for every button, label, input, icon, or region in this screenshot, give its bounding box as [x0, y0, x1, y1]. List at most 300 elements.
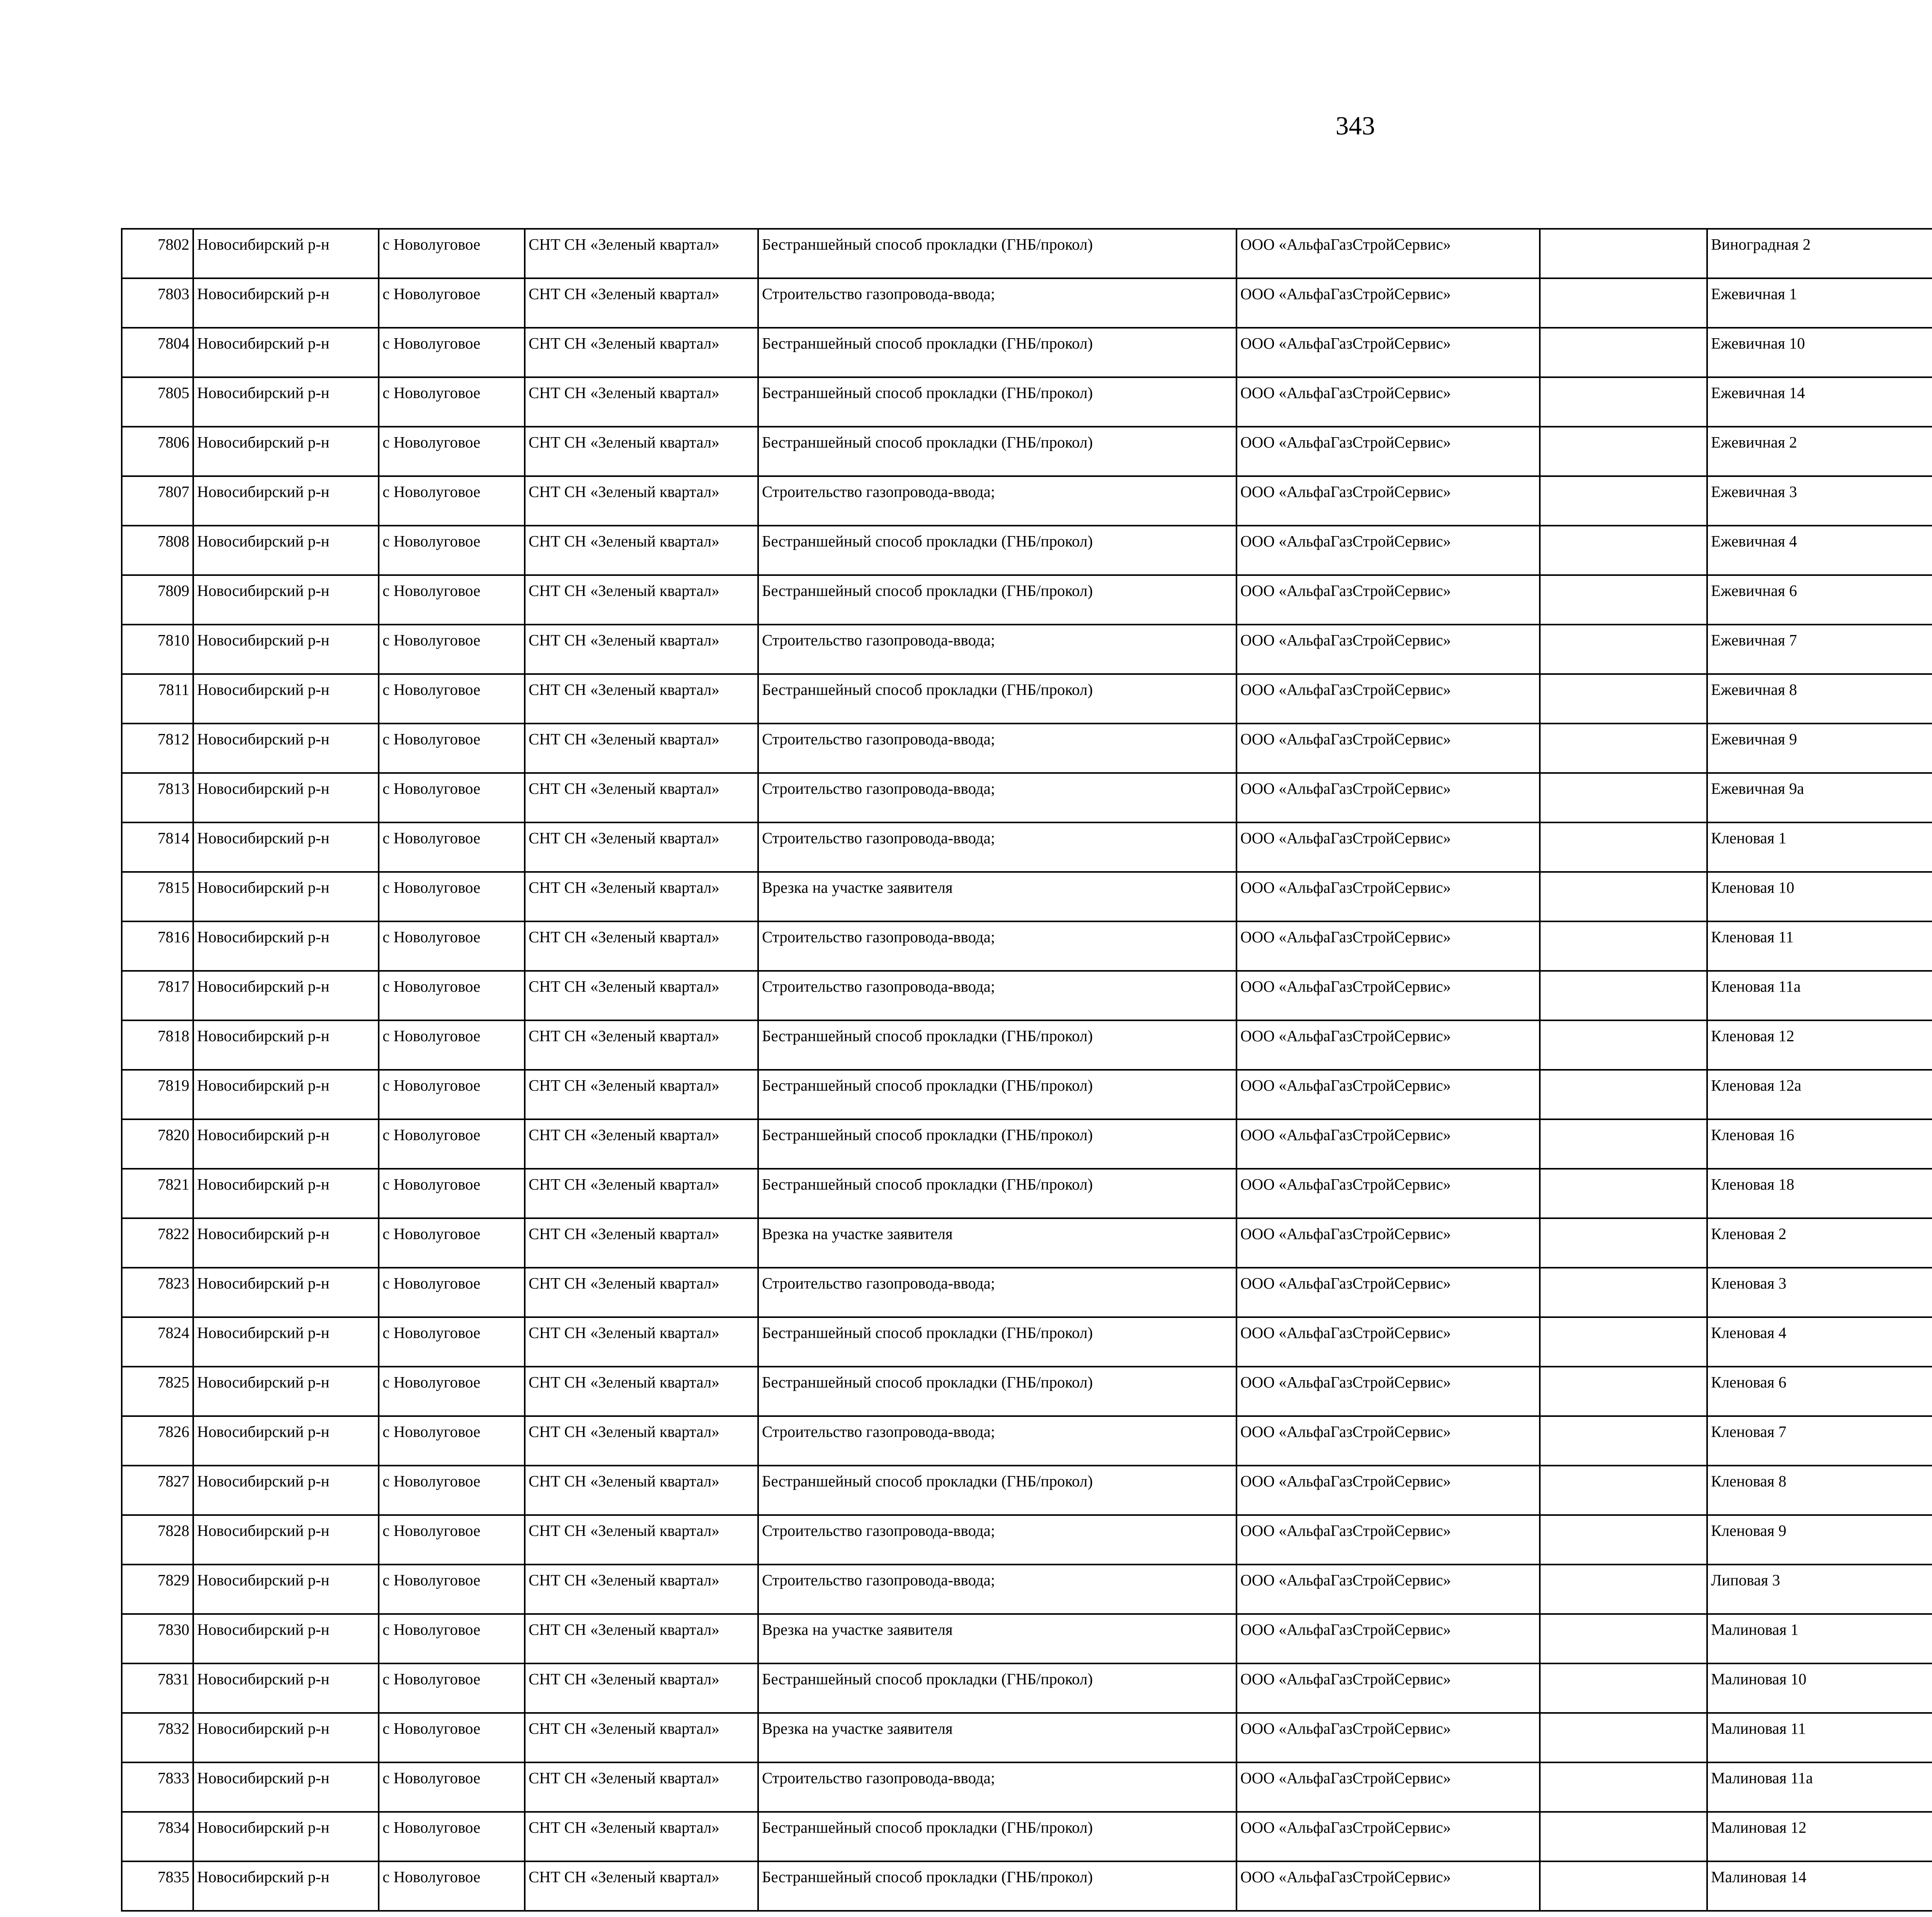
method-cell: Бестраншейный способ прокладки (ГНБ/прокол): [758, 427, 1236, 476]
district-cell: Новосибирский р-н: [193, 526, 379, 575]
address-cell: Липовая 3: [1707, 1565, 1932, 1614]
locality-cell: с Новолуговое: [379, 575, 525, 625]
contractor-cell: ООО «АльфаГазСтройСервис»: [1236, 328, 1540, 377]
method-cell: Строительство газопровода-ввода;: [758, 1515, 1236, 1565]
empty-cell: [1540, 872, 1707, 921]
district-cell: Новосибирский р-н: [193, 773, 379, 822]
empty-cell: [1540, 427, 1707, 476]
district-cell: Новосибирский р-н: [193, 872, 379, 921]
empty-cell: [1540, 971, 1707, 1020]
address-cell: Кленовая 12: [1707, 1020, 1932, 1070]
row-number: 7823: [122, 1268, 193, 1317]
locality-cell: с Новолуговое: [379, 1861, 525, 1911]
contractor-cell: ООО «АльфаГазСтройСервис»: [1236, 1663, 1540, 1713]
method-cell: Бестраншейный способ прокладки (ГНБ/прокол): [758, 1663, 1236, 1713]
table-row: [122, 971, 1932, 1020]
snt-cell: СНТ СН «Зеленый квартал»: [525, 575, 758, 625]
table-row: [122, 476, 1932, 526]
method-cell: Строительство газопровода-ввода;: [758, 1416, 1236, 1466]
locality-cell: с Новолуговое: [379, 1169, 525, 1218]
address-cell: Кленовая 12а: [1707, 1070, 1932, 1119]
district-cell: Новосибирский р-н: [193, 1713, 379, 1762]
row-number: 7819: [122, 1070, 193, 1119]
method-cell: Бестраншейный способ прокладки (ГНБ/прокол): [758, 1020, 1236, 1070]
contractor-cell: ООО «АльфаГазСтройСервис»: [1236, 773, 1540, 822]
contractor-cell: ООО «АльфаГазСтройСервис»: [1236, 921, 1540, 971]
contractor-cell: ООО «АльфаГазСтройСервис»: [1236, 1762, 1540, 1812]
locality-cell: с Новолуговое: [379, 1070, 525, 1119]
district-cell: Новосибирский р-н: [193, 625, 379, 674]
empty-cell: [1540, 822, 1707, 872]
method-cell: Строительство газопровода-ввода;: [758, 724, 1236, 773]
district-cell: Новосибирский р-н: [193, 278, 379, 328]
table-row: [122, 1020, 1932, 1070]
row-number: 7816: [122, 921, 193, 971]
table-row: [122, 1614, 1932, 1663]
contractor-cell: ООО «АльфаГазСтройСервис»: [1236, 1861, 1540, 1911]
locality-cell: с Новолуговое: [379, 724, 525, 773]
contractor-cell: ООО «АльфаГазСтройСервис»: [1236, 575, 1540, 625]
locality-cell: с Новолуговое: [379, 1515, 525, 1565]
table-row: [122, 1169, 1932, 1218]
table-row: [122, 1218, 1932, 1268]
contractor-cell: ООО «АльфаГазСтройСервис»: [1236, 724, 1540, 773]
snt-cell: СНТ СН «Зеленый квартал»: [525, 1367, 758, 1416]
method-cell: Строительство газопровода-ввода;: [758, 773, 1236, 822]
snt-cell: СНТ СН «Зеленый квартал»: [525, 625, 758, 674]
empty-cell: [1540, 1218, 1707, 1268]
locality-cell: с Новолуговое: [379, 625, 525, 674]
snt-cell: СНТ СН «Зеленый квартал»: [525, 1812, 758, 1861]
row-number: 7810: [122, 625, 193, 674]
empty-cell: [1540, 1317, 1707, 1367]
empty-cell: [1540, 1020, 1707, 1070]
contractor-cell: ООО «АльфаГазСтройСервис»: [1236, 1268, 1540, 1317]
locality-cell: с Новолуговое: [379, 328, 525, 377]
contractor-cell: ООО «АльфаГазСтройСервис»: [1236, 872, 1540, 921]
address-cell: Ежевичная 7: [1707, 625, 1932, 674]
district-cell: Новосибирский р-н: [193, 1812, 379, 1861]
contractor-cell: ООО «АльфаГазСтройСервис»: [1236, 1367, 1540, 1416]
address-cell: Малиновая 14: [1707, 1861, 1932, 1911]
contractor-cell: ООО «АльфаГазСтройСервис»: [1236, 674, 1540, 724]
snt-cell: СНТ СН «Зеленый квартал»: [525, 1762, 758, 1812]
row-number: 7817: [122, 971, 193, 1020]
locality-cell: с Новолуговое: [379, 278, 525, 328]
address-cell: Ежевичная 10: [1707, 328, 1932, 377]
empty-cell: [1540, 1762, 1707, 1812]
address-cell: Кленовая 10: [1707, 872, 1932, 921]
method-cell: Строительство газопровода-ввода;: [758, 476, 1236, 526]
row-number: 7813: [122, 773, 193, 822]
method-cell: Строительство газопровода-ввода;: [758, 1565, 1236, 1614]
address-cell: Ежевичная 8: [1707, 674, 1932, 724]
table-row: [122, 921, 1932, 971]
district-cell: Новосибирский р-н: [193, 1762, 379, 1812]
contractor-cell: ООО «АльфаГазСтройСервис»: [1236, 971, 1540, 1020]
locality-cell: с Новолуговое: [379, 872, 525, 921]
contractor-cell: ООО «АльфаГазСтройСервис»: [1236, 1416, 1540, 1466]
empty-cell: [1540, 1614, 1707, 1663]
address-cell: Ежевичная 1: [1707, 278, 1932, 328]
register-table: [121, 228, 1932, 1912]
table-row: [122, 427, 1932, 476]
contractor-cell: ООО «АльфаГазСтройСервис»: [1236, 1713, 1540, 1762]
row-number: 7826: [122, 1416, 193, 1466]
method-cell: Бестраншейный способ прокладки (ГНБ/прокол): [758, 229, 1236, 278]
locality-cell: с Новолуговое: [379, 674, 525, 724]
table-row: [122, 674, 1932, 724]
empty-cell: [1540, 1861, 1707, 1911]
row-number: 7825: [122, 1367, 193, 1416]
contractor-cell: ООО «АльфаГазСтройСервис»: [1236, 1614, 1540, 1663]
empty-cell: [1540, 1515, 1707, 1565]
address-cell: Ежевичная 4: [1707, 526, 1932, 575]
row-number: 7812: [122, 724, 193, 773]
district-cell: Новосибирский р-н: [193, 1416, 379, 1466]
address-cell: Кленовая 4: [1707, 1317, 1932, 1367]
district-cell: Новосибирский р-н: [193, 1169, 379, 1218]
empty-cell: [1540, 724, 1707, 773]
table-row: [122, 724, 1932, 773]
empty-cell: [1540, 1169, 1707, 1218]
locality-cell: с Новолуговое: [379, 1762, 525, 1812]
district-cell: Новосибирский р-н: [193, 1466, 379, 1515]
address-cell: Виноградная 2: [1707, 229, 1932, 278]
empty-cell: [1540, 921, 1707, 971]
contractor-cell: ООО «АльфаГазСтройСервис»: [1236, 278, 1540, 328]
contractor-cell: ООО «АльфаГазСтройСервис»: [1236, 1515, 1540, 1565]
table-row: [122, 1367, 1932, 1416]
district-cell: Новосибирский р-н: [193, 1119, 379, 1169]
locality-cell: с Новолуговое: [379, 921, 525, 971]
table-row: [122, 1317, 1932, 1367]
contractor-cell: ООО «АльфаГазСтройСервис»: [1236, 526, 1540, 575]
snt-cell: СНТ СН «Зеленый квартал»: [525, 1565, 758, 1614]
empty-cell: [1540, 773, 1707, 822]
district-cell: Новосибирский р-н: [193, 229, 379, 278]
empty-cell: [1540, 625, 1707, 674]
row-number: 7815: [122, 872, 193, 921]
address-cell: Кленовая 1: [1707, 822, 1932, 872]
empty-cell: [1540, 1070, 1707, 1119]
row-number: 7828: [122, 1515, 193, 1565]
method-cell: Бестраншейный способ прокладки (ГНБ/прокол): [758, 1119, 1236, 1169]
district-cell: Новосибирский р-н: [193, 1663, 379, 1713]
method-cell: Бестраншейный способ прокладки (ГНБ/прокол): [758, 1317, 1236, 1367]
address-cell: Ежевичная 9: [1707, 724, 1932, 773]
locality-cell: с Новолуговое: [379, 971, 525, 1020]
row-number: 7834: [122, 1812, 193, 1861]
table-row: [122, 1416, 1932, 1466]
snt-cell: СНТ СН «Зеленый квартал»: [525, 229, 758, 278]
table-row: [122, 1268, 1932, 1317]
empty-cell: [1540, 1663, 1707, 1713]
row-number: 7808: [122, 526, 193, 575]
contractor-cell: ООО «АльфаГазСтройСервис»: [1236, 1317, 1540, 1367]
table-row: [122, 278, 1932, 328]
locality-cell: с Новолуговое: [379, 1218, 525, 1268]
table-body: [122, 229, 1932, 1911]
empty-cell: [1540, 377, 1707, 427]
district-cell: Новосибирский р-н: [193, 1070, 379, 1119]
address-cell: Кленовая 3: [1707, 1268, 1932, 1317]
empty-cell: [1540, 229, 1707, 278]
table-row: [122, 1713, 1932, 1762]
empty-cell: [1540, 1367, 1707, 1416]
snt-cell: СНТ СН «Зеленый квартал»: [525, 1416, 758, 1466]
empty-cell: [1540, 1268, 1707, 1317]
district-cell: Новосибирский р-н: [193, 1861, 379, 1911]
row-number: 7832: [122, 1713, 193, 1762]
method-cell: Строительство газопровода-ввода;: [758, 278, 1236, 328]
snt-cell: СНТ СН «Зеленый квартал»: [525, 1713, 758, 1762]
empty-cell: [1540, 575, 1707, 625]
contractor-cell: ООО «АльфаГазСтройСервис»: [1236, 377, 1540, 427]
row-number: 7833: [122, 1762, 193, 1812]
method-cell: Строительство газопровода-ввода;: [758, 921, 1236, 971]
method-cell: Бестраншейный способ прокладки (ГНБ/прокол): [758, 1861, 1236, 1911]
snt-cell: СНТ СН «Зеленый квартал»: [525, 674, 758, 724]
method-cell: Бестраншейный способ прокладки (ГНБ/прокол): [758, 526, 1236, 575]
address-cell: Кленовая 11: [1707, 921, 1932, 971]
address-cell: Малиновая 11: [1707, 1713, 1932, 1762]
locality-cell: с Новолуговое: [379, 822, 525, 872]
contractor-cell: ООО «АльфаГазСтройСервис»: [1236, 1565, 1540, 1614]
snt-cell: СНТ СН «Зеленый квартал»: [525, 971, 758, 1020]
contractor-cell: ООО «АльфаГазСтройСервис»: [1236, 822, 1540, 872]
empty-cell: [1540, 1119, 1707, 1169]
empty-cell: [1540, 1416, 1707, 1466]
district-cell: Новосибирский р-н: [193, 328, 379, 377]
table-row: [122, 1565, 1932, 1614]
empty-cell: [1540, 278, 1707, 328]
table-row: [122, 773, 1932, 822]
row-number: 7807: [122, 476, 193, 526]
snt-cell: СНТ СН «Зеленый квартал»: [525, 1317, 758, 1367]
contractor-cell: ООО «АльфаГазСтройСервис»: [1236, 1466, 1540, 1515]
method-cell: Бестраншейный способ прокладки (ГНБ/прокол): [758, 575, 1236, 625]
row-number: 7803: [122, 278, 193, 328]
district-cell: Новосибирский р-н: [193, 724, 379, 773]
method-cell: Строительство газопровода-ввода;: [758, 1268, 1236, 1317]
district-cell: Новосибирский р-н: [193, 921, 379, 971]
page-number: 343: [1335, 111, 1375, 140]
address-cell: Ежевичная 2: [1707, 427, 1932, 476]
method-cell: Строительство газопровода-ввода;: [758, 625, 1236, 674]
empty-cell: [1540, 476, 1707, 526]
method-cell: Строительство газопровода-ввода;: [758, 822, 1236, 872]
address-cell: Ежевичная 3: [1707, 476, 1932, 526]
address-cell: Кленовая 8: [1707, 1466, 1932, 1515]
locality-cell: с Новолуговое: [379, 1812, 525, 1861]
locality-cell: с Новолуговое: [379, 526, 525, 575]
empty-cell: [1540, 1565, 1707, 1614]
snt-cell: СНТ СН «Зеленый квартал»: [525, 1020, 758, 1070]
locality-cell: с Новолуговое: [379, 1416, 525, 1466]
snt-cell: СНТ СН «Зеленый квартал»: [525, 1070, 758, 1119]
empty-cell: [1540, 674, 1707, 724]
snt-cell: СНТ СН «Зеленый квартал»: [525, 872, 758, 921]
locality-cell: с Новолуговое: [379, 1663, 525, 1713]
snt-cell: СНТ СН «Зеленый квартал»: [525, 1861, 758, 1911]
district-cell: Новосибирский р-н: [193, 1020, 379, 1070]
contractor-cell: ООО «АльфаГазСтройСервис»: [1236, 1169, 1540, 1218]
district-cell: Новосибирский р-н: [193, 377, 379, 427]
snt-cell: СНТ СН «Зеленый квартал»: [525, 1515, 758, 1565]
locality-cell: с Новолуговое: [379, 773, 525, 822]
district-cell: Новосибирский р-н: [193, 1565, 379, 1614]
contractor-cell: ООО «АльфаГазСтройСервис»: [1236, 1020, 1540, 1070]
method-cell: Врезка на участке заявителя: [758, 872, 1236, 921]
method-cell: Бестраншейный способ прокладки (ГНБ/прокол): [758, 1367, 1236, 1416]
locality-cell: с Новолуговое: [379, 476, 525, 526]
empty-cell: [1540, 1812, 1707, 1861]
row-number: 7821: [122, 1169, 193, 1218]
table-row: [122, 377, 1932, 427]
locality-cell: с Новолуговое: [379, 427, 525, 476]
method-cell: Строительство газопровода-ввода;: [758, 1762, 1236, 1812]
district-cell: Новосибирский р-н: [193, 427, 379, 476]
snt-cell: СНТ СН «Зеленый квартал»: [525, 328, 758, 377]
snt-cell: СНТ СН «Зеленый квартал»: [525, 773, 758, 822]
locality-cell: с Новолуговое: [379, 1268, 525, 1317]
method-cell: Бестраншейный способ прокладки (ГНБ/прокол): [758, 1070, 1236, 1119]
district-cell: Новосибирский р-н: [193, 1317, 379, 1367]
method-cell: Бестраншейный способ прокладки (ГНБ/прокол): [758, 328, 1236, 377]
snt-cell: СНТ СН «Зеленый квартал»: [525, 822, 758, 872]
table-row: [122, 822, 1932, 872]
address-cell: Кленовая 16: [1707, 1119, 1932, 1169]
locality-cell: с Новолуговое: [379, 1466, 525, 1515]
snt-cell: СНТ СН «Зеленый квартал»: [525, 476, 758, 526]
empty-cell: [1540, 1713, 1707, 1762]
address-cell: Кленовая 18: [1707, 1169, 1932, 1218]
address-cell: Ежевичная 14: [1707, 377, 1932, 427]
snt-cell: СНТ СН «Зеленый квартал»: [525, 427, 758, 476]
row-number: 7831: [122, 1663, 193, 1713]
method-cell: Бестраншейный способ прокладки (ГНБ/прокол): [758, 1169, 1236, 1218]
contractor-cell: ООО «АльфаГазСтройСервис»: [1236, 229, 1540, 278]
locality-cell: с Новолуговое: [379, 377, 525, 427]
address-cell: Кленовая 7: [1707, 1416, 1932, 1466]
district-cell: Новосибирский р-н: [193, 971, 379, 1020]
snt-cell: СНТ СН «Зеленый квартал»: [525, 526, 758, 575]
address-cell: Ежевичная 9а: [1707, 773, 1932, 822]
district-cell: Новосибирский р-н: [193, 476, 379, 526]
method-cell: Врезка на участке заявителя: [758, 1713, 1236, 1762]
address-cell: Кленовая 2: [1707, 1218, 1932, 1268]
row-number: 7806: [122, 427, 193, 476]
row-number: 7830: [122, 1614, 193, 1663]
table-row: [122, 1119, 1932, 1169]
address-cell: Малиновая 1: [1707, 1614, 1932, 1663]
locality-cell: с Новолуговое: [379, 1614, 525, 1663]
table-row: [122, 1762, 1932, 1812]
row-number: 7814: [122, 822, 193, 872]
locality-cell: с Новолуговое: [379, 1367, 525, 1416]
row-number: 7802: [122, 229, 193, 278]
locality-cell: с Новолуговое: [379, 229, 525, 278]
method-cell: Бестраншейный способ прокладки (ГНБ/прокол): [758, 377, 1236, 427]
snt-cell: СНТ СН «Зеленый квартал»: [525, 1218, 758, 1268]
snt-cell: СНТ СН «Зеленый квартал»: [525, 377, 758, 427]
address-cell: Кленовая 11а: [1707, 971, 1932, 1020]
address-cell: Малиновая 10: [1707, 1663, 1932, 1713]
address-cell: Малиновая 11а: [1707, 1762, 1932, 1812]
locality-cell: с Новолуговое: [379, 1565, 525, 1614]
contractor-cell: ООО «АльфаГазСтройСервис»: [1236, 1119, 1540, 1169]
table-row: [122, 229, 1932, 278]
snt-cell: СНТ СН «Зеленый квартал»: [525, 1268, 758, 1317]
row-number: 7811: [122, 674, 193, 724]
method-cell: Врезка на участке заявителя: [758, 1218, 1236, 1268]
method-cell: Бестраншейный способ прокладки (ГНБ/прокол): [758, 674, 1236, 724]
table-row: [122, 1466, 1932, 1515]
contractor-cell: ООО «АльфаГазСтройСервис»: [1236, 1070, 1540, 1119]
table-row: [122, 575, 1932, 625]
address-cell: Кленовая 6: [1707, 1367, 1932, 1416]
snt-cell: СНТ СН «Зеленый квартал»: [525, 1663, 758, 1713]
snt-cell: СНТ СН «Зеленый квартал»: [525, 278, 758, 328]
table-row: [122, 1515, 1932, 1565]
row-number: 7829: [122, 1565, 193, 1614]
district-cell: Новосибирский р-н: [193, 575, 379, 625]
snt-cell: СНТ СН «Зеленый квартал»: [525, 1119, 758, 1169]
row-number: 7827: [122, 1466, 193, 1515]
method-cell: Строительство газопровода-ввода;: [758, 971, 1236, 1020]
table-row: [122, 1663, 1932, 1713]
contractor-cell: ООО «АльфаГазСтройСервис»: [1236, 625, 1540, 674]
empty-cell: [1540, 1466, 1707, 1515]
method-cell: Врезка на участке заявителя: [758, 1614, 1236, 1663]
row-number: 7822: [122, 1218, 193, 1268]
district-cell: Новосибирский р-н: [193, 1367, 379, 1416]
snt-cell: СНТ СН «Зеленый квартал»: [525, 1169, 758, 1218]
table-row: [122, 526, 1932, 575]
row-number: 7805: [122, 377, 193, 427]
snt-cell: СНТ СН «Зеленый квартал»: [525, 724, 758, 773]
snt-cell: СНТ СН «Зеленый квартал»: [525, 921, 758, 971]
method-cell: Бестраншейный способ прокладки (ГНБ/прокол): [758, 1812, 1236, 1861]
table-row: [122, 328, 1932, 377]
table-row: [122, 1070, 1932, 1119]
snt-cell: СНТ СН «Зеленый квартал»: [525, 1614, 758, 1663]
snt-cell: СНТ СН «Зеленый квартал»: [525, 1466, 758, 1515]
table-row: [122, 1861, 1932, 1911]
district-cell: Новосибирский р-н: [193, 1515, 379, 1565]
district-cell: Новосибирский р-н: [193, 674, 379, 724]
district-cell: Новосибирский р-н: [193, 822, 379, 872]
table-row: [122, 625, 1932, 674]
address-cell: Кленовая 9: [1707, 1515, 1932, 1565]
contractor-cell: ООО «АльфаГазСтройСервис»: [1236, 427, 1540, 476]
table-row: [122, 872, 1932, 921]
district-cell: Новосибирский р-н: [193, 1268, 379, 1317]
locality-cell: с Новолуговое: [379, 1713, 525, 1762]
locality-cell: с Новолуговое: [379, 1119, 525, 1169]
table-row: [122, 1812, 1932, 1861]
empty-cell: [1540, 328, 1707, 377]
row-number: 7818: [122, 1020, 193, 1070]
row-number: 7804: [122, 328, 193, 377]
district-cell: Новосибирский р-н: [193, 1218, 379, 1268]
empty-cell: [1540, 526, 1707, 575]
row-number: 7824: [122, 1317, 193, 1367]
contractor-cell: ООО «АльфаГазСтройСервис»: [1236, 1812, 1540, 1861]
locality-cell: с Новолуговое: [379, 1317, 525, 1367]
row-number: 7820: [122, 1119, 193, 1169]
